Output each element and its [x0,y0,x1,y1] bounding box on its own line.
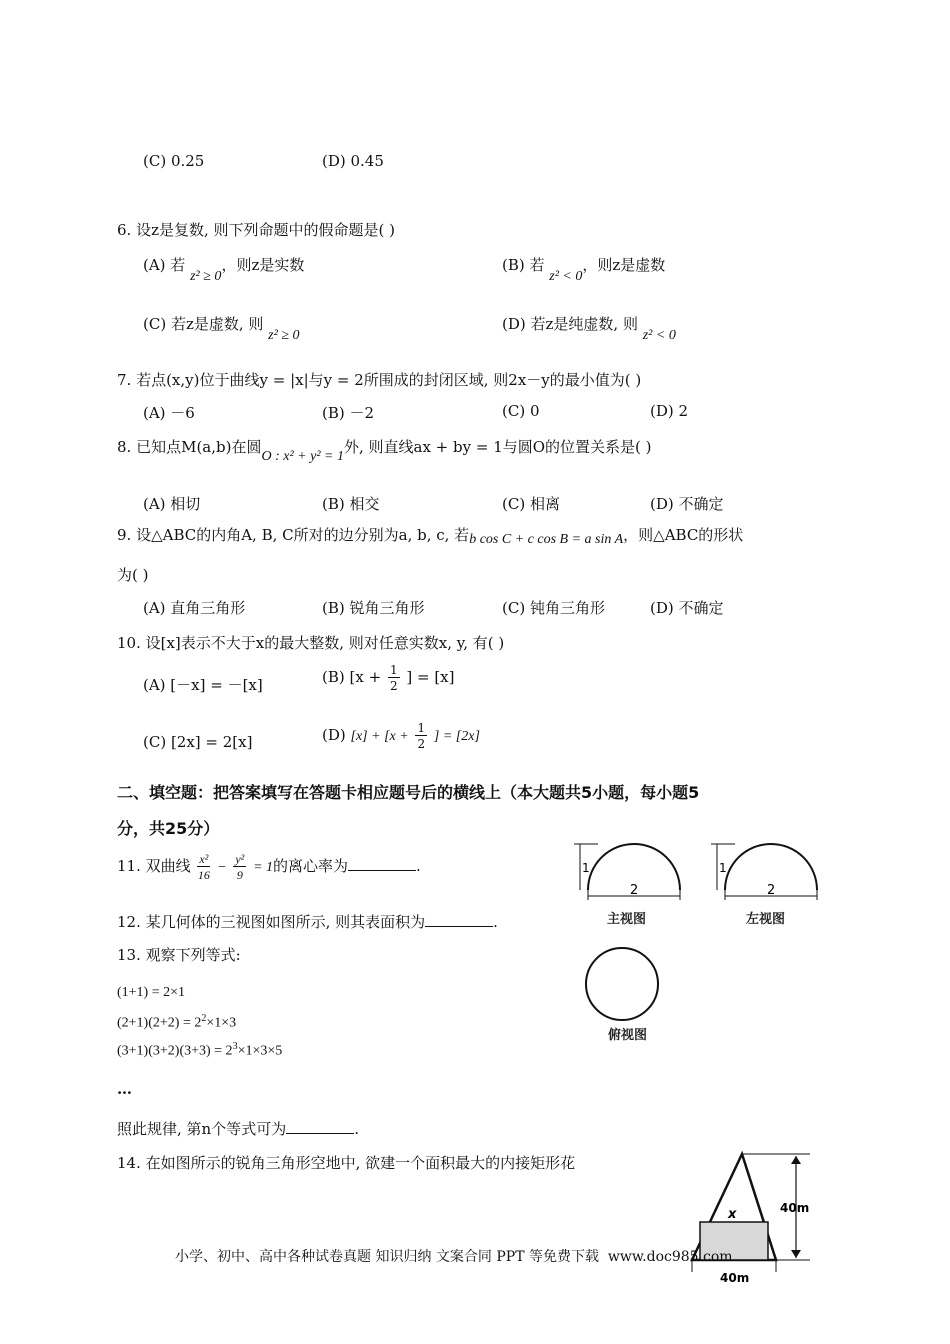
q7-option-a: (A) －6 [143,404,195,422]
q13-rule: 照此规律, 第n个等式可为 . [117,1120,359,1138]
q7-option-d: (D) 2 [650,402,689,420]
footer-url[interactable]: www.doc985.com [607,1249,733,1265]
footer-text: 小学、初中、高中各种试卷真题 知识归纳 文案合同 PPT 等免费下载 www.doc985.com [175,1249,733,1265]
q9-stem: 9. 设△ABC的内角A, B, C所对的边分别为a, b, c, 若b cos C + c cos B = a sin A，则△ABC的形状 [117,526,744,547]
q13-equation-1: (1+1) = 2×1 [117,985,186,1000]
q10-option-d: (D) [x] + [x + $\frac{1}{2}$ ] = [2x] [322,721,480,751]
q9-option-b: (B) 锐角三角形 [322,599,425,617]
front-view-height: 1 [582,861,590,875]
q10-option-c: (C) [2x] = 2[x] [143,733,253,751]
answer-blank [286,1121,354,1134]
q6-stem: 6. 设z是复数, 则下列命题中的假命题是( ) [117,221,395,239]
q6-option-a: (A) 若 z² ≥ 0，则z是实数 [143,256,305,284]
q13-equation-3: $(3+1)(3+2)(3+3) = 2^3\times 1\times 3\times 5$ [117,1041,283,1059]
triangle-figure [660,1148,840,1294]
q11: 11. 双曲线 $\frac{\text{x²}}{16}$ − $\frac{\text{y²}}{9}$ = 1的离心率为 . [117,852,421,882]
triangle-base-label: 40m [720,1271,750,1285]
arrow-up-icon [791,1156,801,1164]
q7-stem: 7. 若点(x,y)位于曲线y = |x|与y = 2所围成的封闭区域, 则2x－y的最小值为( ) [117,371,642,389]
side-view-figure [705,838,825,908]
front-view-label: 主视图 [607,912,647,927]
q8-option-d: (D) 不确定 [650,495,724,513]
q9-option-d: (D) 不确定 [650,599,724,617]
q8-stem: 8. 已知点M(a,b)在圆O : x² + y² = 1外, 则直线ax + by = 1与圆O的位置关系是( ) [117,438,652,464]
fraction-half: $\frac{1}{2}$ [389,663,398,693]
side-view-height: 1 [719,861,727,875]
triangle-height-label: 40m [780,1201,810,1215]
front-view-figure [568,838,688,908]
fraction-half: $\frac{1}{2}$ [417,721,426,751]
q13-stem: 13. 观察下列等式: [117,946,241,964]
q7-option-b: (B) －2 [322,404,375,422]
q7-option-c: (C) 0 [502,402,540,420]
answer-blank [425,914,493,927]
q12: 12. 某几何体的三视图如图所示, 则其表面积为 . [117,913,498,931]
q13-ellipsis: … [117,1080,132,1098]
q6-option-c: (C) 若z是虚数, 则 z² ≥ 0 [143,315,300,343]
top-view-figure [580,944,670,1024]
q9-option-a: (A) 直角三角形 [143,599,246,617]
section-2-heading-line2: 分，共25分） [117,819,220,838]
answer-blank [348,858,416,871]
fraction-x2-16: $\frac{\text{x²}}{16}$ [197,852,210,882]
side-view-label: 左视图 [746,912,786,927]
side-view-width: 2 [767,883,776,898]
q9-stem-line2: 为( ) [117,566,149,584]
top-view-circle [586,948,658,1020]
arrow-down-icon [791,1250,801,1258]
q10-option-a: (A) [－x] = －[x] [143,676,263,694]
section-2-heading: 二、填空题：把答案填写在答题卡相应题号后的横线上（本大题共5小题，每小题5 [117,783,700,802]
q14-stem: 14. 在如图所示的锐角三角形空地中, 欲建一个面积最大的内接矩形花 [117,1154,576,1172]
front-view-width: 2 [630,883,639,898]
q6-option-d: (D) 若z是纯虚数, 则 z² < 0 [502,315,676,343]
q8-option-c: (C) 相离 [502,495,560,513]
q13-equation-2: $(2+1)(2+2) = 2^2\times 1\times 3$ [117,1013,237,1031]
top-view-label: 俯视图 [608,1028,648,1043]
q8-option-b: (B) 相交 [322,495,380,513]
rectangle-width-x: x [728,1207,737,1222]
q8-option-a: (A) 相切 [143,495,201,513]
q10-option-b: (B) [x + $\frac{1}{2}$ ] = [x] [322,663,455,693]
fraction-y2-9: $\frac{\text{y²}}{9}$ [235,852,245,882]
q5-option-d: (D) 0.45 [322,152,384,170]
q5-option-c: (C) 0.25 [143,152,205,170]
q9-option-c: (C) 钝角三角形 [502,599,605,617]
q10-stem: 10. 设[x]表示不大于x的最大整数, 则对任意实数x, y, 有( ) [117,634,505,652]
q6-option-b: (B) 若 z² < 0，则z是虚数 [502,256,666,284]
